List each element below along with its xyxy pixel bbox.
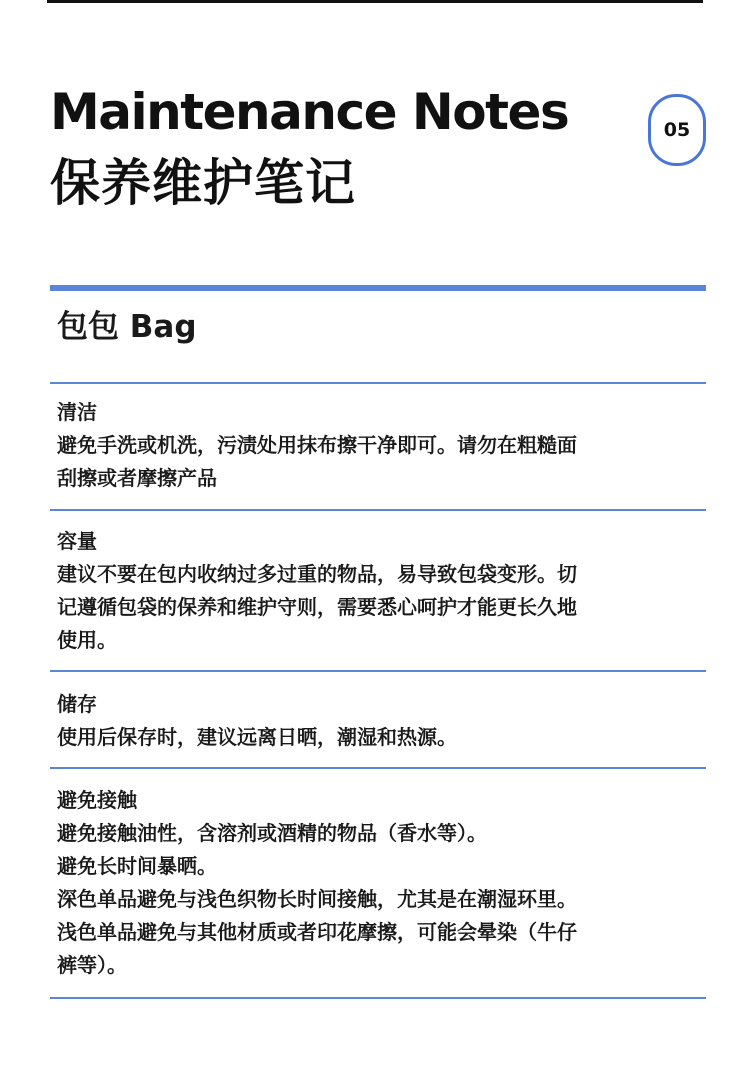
note-item-avoid-contact	[57, 784, 702, 982]
note-item-cleaning	[57, 396, 702, 495]
page-number-badge	[648, 94, 706, 166]
note-line: 裤等）。	[57, 953, 127, 977]
section-divider-bar	[50, 285, 706, 291]
item-divider	[50, 382, 706, 384]
note-line: 刮擦或者摩擦产品	[57, 466, 217, 490]
note-line: 避免接触油性，含溶剂或酒精的物品（香水等）。	[57, 821, 487, 845]
note-heading: 容量	[57, 529, 97, 553]
note-line: 使用后保存时，建议远离日晒，潮湿和热源。	[57, 725, 457, 749]
note-line: 避免长时间暴晒。	[57, 854, 217, 878]
note-line: 避免手洗或机洗，污渍处用抹布擦干净即可。请勿在粗糙面	[57, 433, 577, 457]
note-item-storage	[57, 688, 702, 754]
page-title-chinese: 保养维护笔记	[50, 154, 356, 212]
item-divider	[50, 767, 706, 769]
item-divider	[50, 670, 706, 672]
note-line: 使用。	[57, 628, 117, 652]
note-heading: 清洁	[57, 400, 97, 424]
item-divider	[50, 997, 706, 999]
note-heading: 储存	[57, 692, 97, 716]
page-title-english: Maintenance Notes	[50, 83, 569, 141]
page-number: 05	[663, 119, 691, 141]
note-item-capacity	[57, 525, 702, 657]
note-line: 浅色单品避免与其他材质或者印花摩擦，可能会晕染（牛仔	[57, 920, 577, 944]
note-heading: 避免接触	[57, 788, 137, 812]
top-rule	[47, 0, 703, 3]
note-line: 建议不要在包内收纳过多过重的物品，易导致包袋变形。切	[57, 562, 577, 586]
item-divider	[50, 509, 706, 511]
note-line: 记遵循包袋的保养和维护守则，需要悉心呵护才能更长久地	[57, 595, 577, 619]
note-line: 深色单品避免与浅色织物长时间接触，尤其是在潮湿环里。	[57, 887, 577, 911]
section-title: 包包 Bag	[57, 309, 197, 345]
